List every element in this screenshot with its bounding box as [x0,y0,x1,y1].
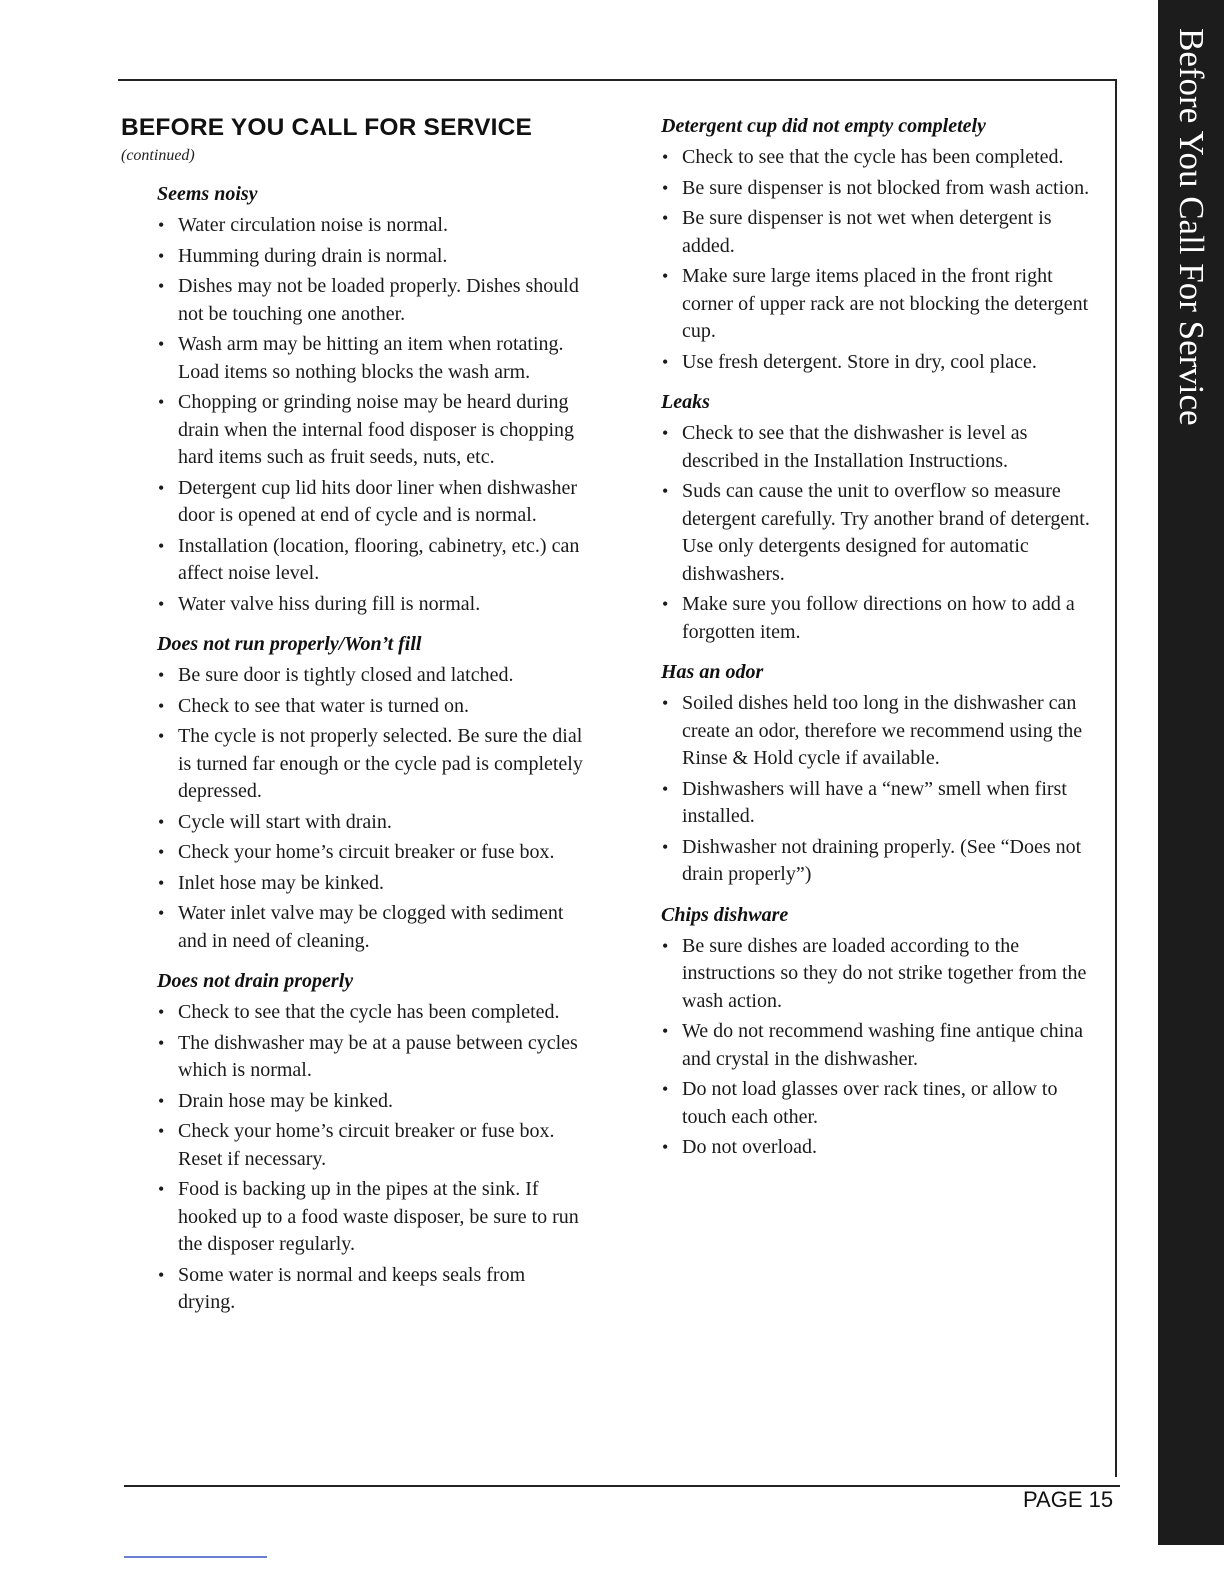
bullet-list [661,144,1091,376]
page-number: PAGE 15 [1023,1487,1114,1512]
list-item: • Do not overload. [661,1134,1091,1162]
section-does-not-drain-properly [157,967,587,1317]
bullet-list [661,420,1091,646]
list-item: • Dishes may not be loaded properly. Dishes should not be touching one another. [157,273,587,328]
list-item: • Some water is normal and keeps seals from drying. [157,1262,587,1317]
section-heading: Chips dishware [661,903,789,926]
list-item: • The dishwasher may be at a pause between cycles which is normal. [157,1030,587,1085]
list-item: • Be sure dishes are loaded according to the instructions so they do not strike together from the wash action. [661,933,1091,1016]
list-item: • Be sure door is tightly closed and latched. [157,662,587,690]
list-item: • Humming during drain is normal. [157,243,587,271]
list-item: • Check your home’s circuit breaker or fuse box. [157,839,587,867]
side-tab-label: Before You Call For Service [1172,28,1211,426]
bottom-rule [124,1485,1120,1487]
list-item: • Cycle will start with drain. [157,809,587,837]
list-item: • Inlet hose may be kinked. [157,870,587,898]
right-rule [1115,79,1117,1477]
top-rule [118,79,1117,81]
list-item: • Check to see that water is turned on. [157,693,587,721]
bullet-list [157,212,587,618]
list-item: • Use fresh detergent. Store in dry, cool place. [661,349,1091,377]
bullet-list [157,999,587,1317]
section-has-an-odor [661,658,1091,889]
list-item: • Soiled dishes held too long in the dishwasher can create an odor, therefore we recommend using the Rinse & Hold cycle if available. [661,690,1091,773]
list-item: • Be sure dispenser is not blocked from wash action. [661,175,1091,203]
list-item: • Check to see that the dishwasher is level as described in the Installation Instructions. [661,420,1091,475]
list-item: • Wash arm may be hitting an item when rotating. Load items so nothing blocks the wash arm. [157,331,587,386]
list-item: • Check to see that the cycle has been completed. [661,144,1091,172]
list-item: • Detergent cup lid hits door liner when dishwasher door is opened at end of cycle and is normal. [157,475,587,530]
section-detergent-cup-did-not-empty-completely [661,112,1091,376]
section-does-not-run-properly-won-t-fill [157,630,587,955]
list-item: • Water valve hiss during fill is normal. [157,591,587,619]
list-item: • Be sure dispenser is not wet when detergent is added. [661,205,1091,260]
footer-blue-line [124,1556,267,1558]
bullet-list [157,662,587,955]
list-item: • Make sure you follow directions on how to add a forgotten item. [661,591,1091,646]
section-leaks [661,388,1091,646]
section-heading: Leaks [661,391,710,413]
right-column [661,112,1091,1174]
list-item: • Food is backing up in the pipes at the sink. If hooked up to a food waste disposer, be sure to run the disposer regularly. [157,1176,587,1259]
section-seems-noisy [157,180,587,618]
list-item: • The cycle is not properly selected. Be sure the dial is turned far enough or the cycle pad is completely depressed. [157,723,587,806]
continued-note: (continued) [121,147,195,164]
section-heading: Does not drain properly [157,970,354,992]
list-item: • Check to see that the cycle has been completed. [157,999,587,1027]
section-heading: Does not run properly/Won’t fill [157,633,422,655]
list-item: • We do not recommend washing fine antique china and crystal in the dishwasher. [661,1018,1091,1073]
list-item: • Dishwasher not draining properly. (See “Does not drain properly”) [661,834,1091,889]
section-heading: Has an odor [661,661,764,683]
bullet-list [661,690,1091,889]
bullet-list [661,933,1091,1162]
left-column [157,180,587,1329]
section-heading: Detergent cup did not empty completely [661,115,986,137]
list-item: • Make sure large items placed in the front right corner of upper rack are not blocking the detergent cup. [661,263,1091,346]
list-item: • Dishwashers will have a “new” smell when first installed. [661,776,1091,831]
list-item: • Drain hose may be kinked. [157,1088,587,1116]
section-heading: Seems noisy [157,183,258,205]
page-title: BEFORE YOU CALL FOR SERVICE [121,114,533,141]
list-item: • Installation (location, flooring, cabinetry, etc.) can affect noise level. [157,533,587,588]
section-chips-dishware [661,901,1091,1162]
list-item: • Water circulation noise is normal. [157,212,587,240]
list-item: • Chopping or grinding noise may be heard during drain when the internal food disposer is chopping hard items such as fruit seeds, nuts, etc. [157,389,587,472]
list-item: • Suds can cause the unit to overflow so measure detergent carefully. Try another brand of detergent. Use only detergents designed for automatic dishwashers. [661,478,1091,588]
list-item: • Water inlet valve may be clogged with sediment and in need of cleaning. [157,900,587,955]
list-item: • Do not load glasses over rack tines, or allow to touch each other. [661,1076,1091,1131]
list-item: • Check your home’s circuit breaker or fuse box. Reset if necessary. [157,1118,587,1173]
